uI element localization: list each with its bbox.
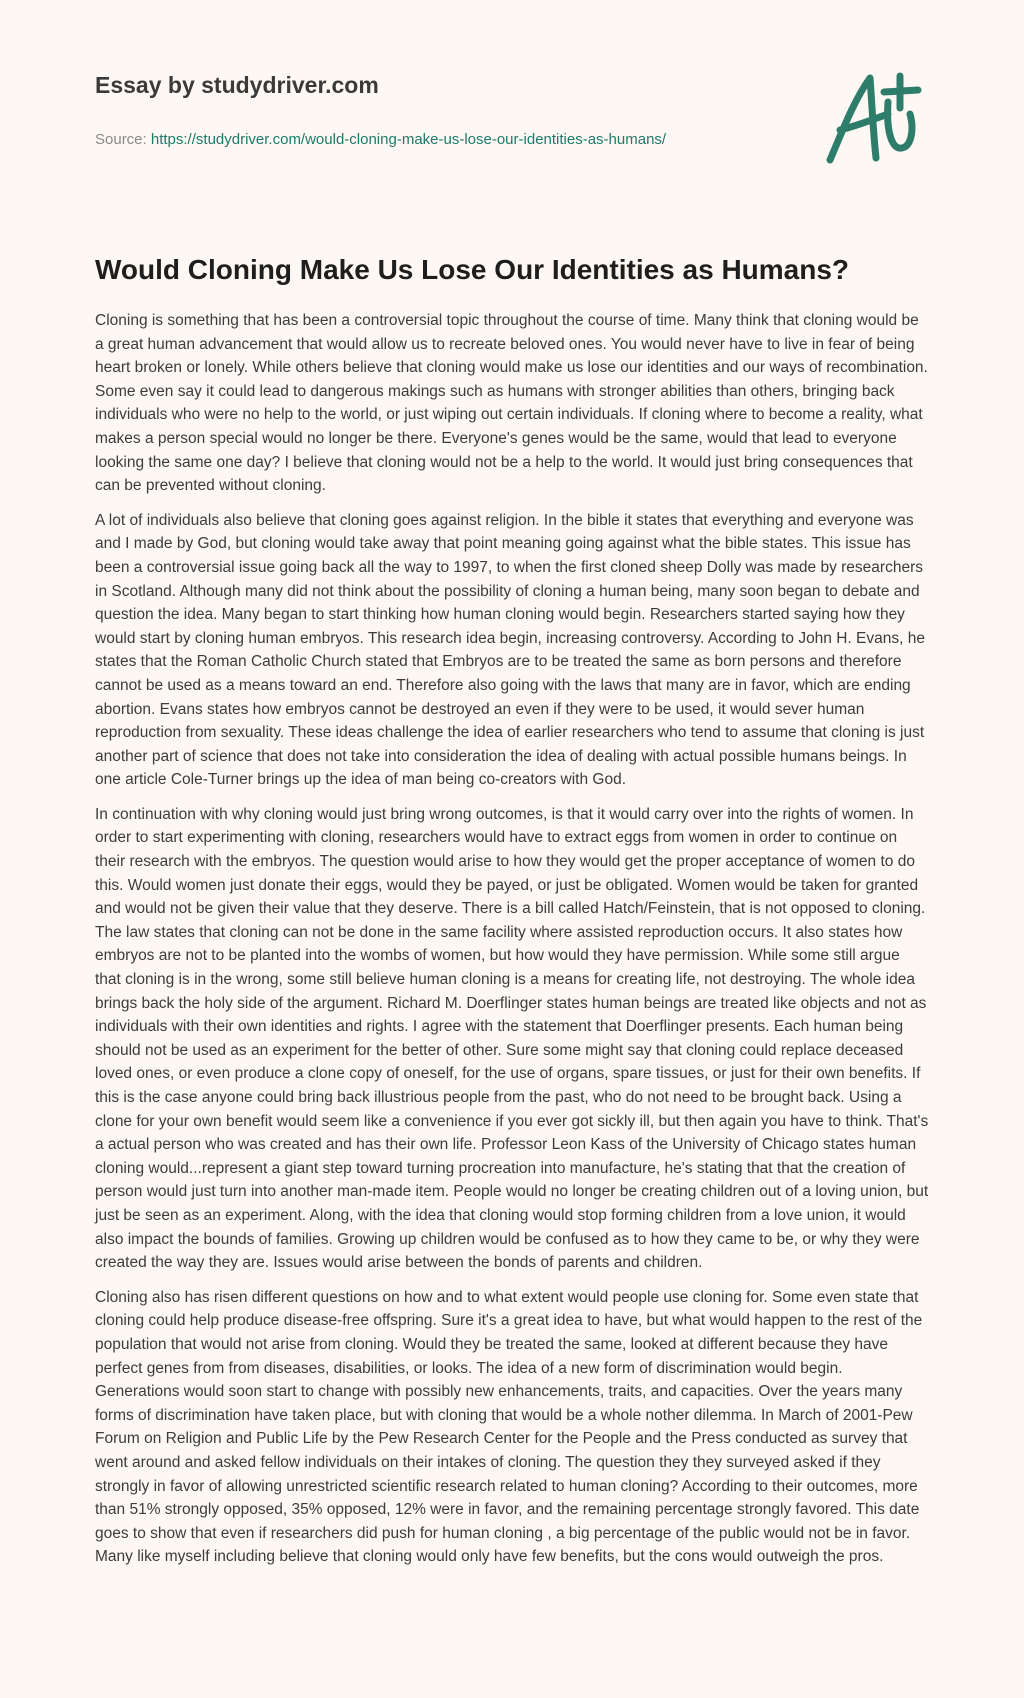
source-link[interactable]: https://studydriver.com/would-cloning-make-us-lose-our-identities-as-humans/	[150, 131, 667, 148]
page-header	[95, 70, 795, 150]
essay-paragraph: In continuation with why cloning would just bring wrong outcomes, is that it would carry over into the rights of women. In order to start experimenting with cloning, researchers would have to extract eggs from women in order to continue on their research with the embryos. The question would arise to how they would get the proper acceptance of women to do this. Would women just donate their eggs, would they be payed, or just be obligated. Women would be taken for granted and would not be given their value that they deserve. There is a bill called Hatch/Feinstein, that is not opposed to cloning. The law states that cloning can not be done in the same facility where assisted reproduction occurs. It also states how embryos are not to be planted into the wombs of women, but how would they have permission. While some still argue that cloning is in the wrong, some still believe human cloning is a means for creating life, not destroying. The whole idea brings back the holy side of the argument. Richard M. Doerflinger states human beings are treated like objects and not as individuals with their own identities and rights. I agree with the statement that Doerflinger presents. Each human being should not be used as an experiment for the better of other. Sure some might say that cloning could replace deceased loved ones, or even produce a clone copy of oneself, for the use of organs, spare tissues, or just for their own benefits. If this is the case anyone could bring back illustrious people from the past, who do not need to be brought back. Using a clone for your own benefit would seem like a convenience if you ever got sickly ill, but then again you have to think. That's a actual person who was created and has their own life. Professor Leon Kass of the University of Chicago states human cloning would...represent a giant step toward turning procreation into manufacture, he's stating that that the creation of person would just turn into another man-made item. People would no longer be creating children out of a loving union, but just be seen as an experiment. Along, with the idea that cloning would stop forming children from a love union, it would also impact the bounds of families. Growing up children would be confused as to how they came to be, or why they were created the way they are. Issues would arise between the bonds of parents and children.	[95, 805, 929, 1272]
essay-paragraph: Cloning also has risen different questions on how and to what extent would people use cloning for. Some even state that cloning could help produce disease-free offspring. Sure it's a great idea to have, but what would happen to the rest of the population that would not arise from cloning. Would they be treated the same, looked at different because they have perfect genes from from diseases, disabilities, or looks. The idea of a new form of discrimination would begin. Generations would soon start to change with possibly new enhancements, traits, and capacities. Over the years many forms of discrimination have taken place, but with cloning that would be a whole nother dilemma. In March of 2001-Pew Forum on Religion and Public Life by the Pew Research Center for the People and the Press conducted as survey that went around and asked fellow individuals on their intakes of cloning. The question they they surveyed asked if they strongly in favor of allowing unrestricted scientific research related to human cloning? According to their outcomes, more than 51% strongly opposed, 35% opposed, 12% were in favor, and the remaining percentage strongly favored. This date goes to show that even if researchers did push for human cloning , a big percentage of the public would not be in favor. Many like myself including believe that cloning would only have few benefits, but the cons would outweigh the pros.	[95, 1288, 923, 1566]
source-line	[95, 130, 795, 150]
essay-title: Would Cloning Make Us Lose Our Identities as Humans?	[95, 254, 850, 285]
source-label: Source:	[95, 131, 151, 148]
a-plus-logo-icon	[818, 68, 928, 168]
brand-title: Essay by studydriver.com	[95, 72, 379, 98]
essay-paragraph: Cloning is something that has been a controversial topic throughout the course of time. Many think that cloning would be a great human advancement that would allow us to recreate beloved ones. You would never have to live in fear of being heart broken or lonely. While others believe that cloning would make us lose our identities and our ways of recombination. Some even say it could lead to dangerous makings such as humans with stronger abilities than others, bringing back individuals who were no help to the world, or just wiping out certain individuals. If cloning where to become a reality, what makes a person special would no longer be there. Everyone's genes would be the same, would that lead to everyone looking the same one day? I believe that cloning would not be a help to the world. It would just bring consequences that can be prevented without cloning.	[95, 312, 928, 495]
essay-paragraph: A lot of individuals also believe that cloning goes against religion. In the bible it states that everything and everyone was and I made by God, but cloning would take away that point meaning going against what the bible states. This issue has been a controversial issue going back all the way to 1997, to when the first cloned sheep Dolly was made by researchers in Scotland. Although many did not think about the possibility of cloning a human being, many soon began to debate and question the idea. Many began to start thinking how human cloning would begin. Researchers started saying how they would start by cloning human embryos. This research idea begin, increasing controversy. According to John H. Evans, he states that the Roman Catholic Church stated that Embryos are to be treated the same as born persons and therefore cannot be used as a means toward an end. Therefore also going with the laws that many are in favor, which are ending abortion. Evans states how embryos cannot be destroyed an even if they were to be used, it would sever human reproduction from sexuality. These ideas challenge the idea of earlier researchers who tend to assume that cloning is just another part of science that does not take into consideration the idea of dealing with actual possible humans beings. In one article Cole-Turner brings up the idea of man being co-creators with God.	[95, 511, 925, 789]
essay-content	[95, 252, 929, 1580]
